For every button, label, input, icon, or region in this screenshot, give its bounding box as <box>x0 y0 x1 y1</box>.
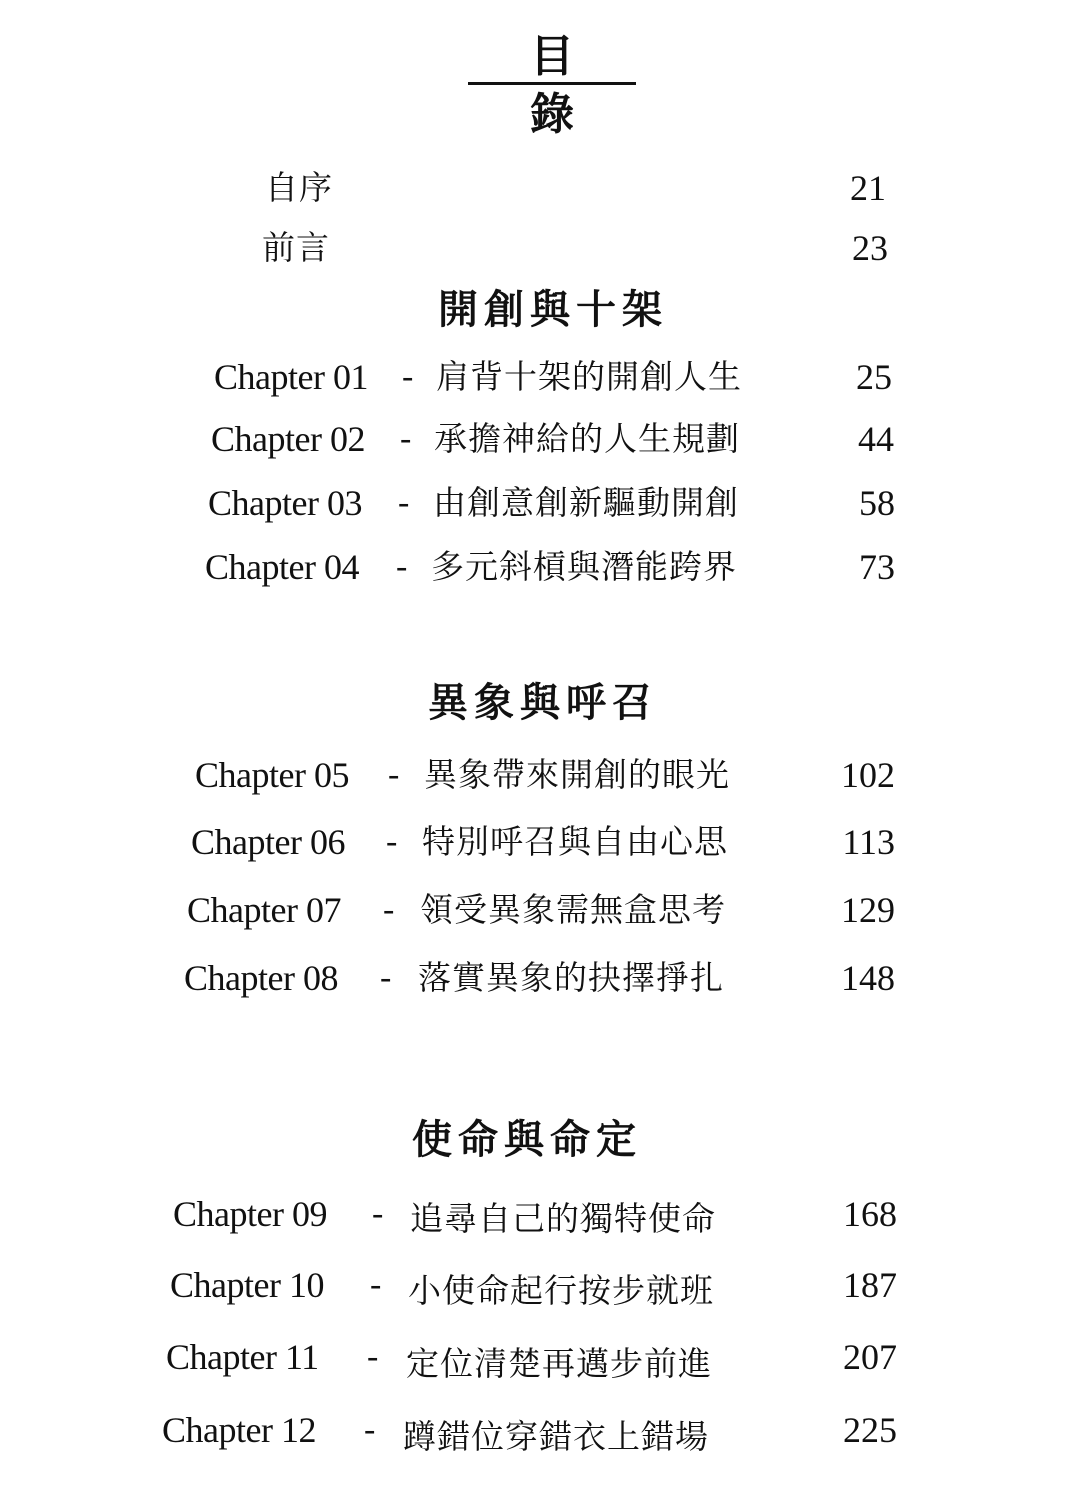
chapter-title: 小使命起行按步就班 <box>408 1271 714 1310</box>
chapter-number: Chapter 08 <box>184 958 338 998</box>
chapter-number: Chapter 11 <box>166 1337 319 1377</box>
chapter-title: 肩背十架的開創人生 <box>436 357 742 396</box>
chapter-title: 領受異象需無盒思考 <box>420 890 726 929</box>
chapter-number: Chapter 03 <box>208 483 362 523</box>
chapter-dash: - <box>400 420 412 457</box>
chapter-title: 追尋自己的獨特使命 <box>410 1199 716 1238</box>
chapter-dash: - <box>367 1338 379 1375</box>
chapter-page: 73 <box>859 547 895 587</box>
chapter-page: 58 <box>859 483 895 523</box>
chapter-title: 由創意創新驅動開創 <box>433 483 739 522</box>
section-heading: 使命與命定 <box>412 1116 642 1163</box>
chapter-page: 102 <box>841 755 895 795</box>
chapter-title: 承擔神給的人生規劃 <box>434 419 740 458</box>
chapter-title: 特別呼召與自由心思 <box>422 822 728 861</box>
chapter-number: Chapter 02 <box>211 419 365 459</box>
section-heading: 異象與呼召 <box>428 679 658 726</box>
chapter-title: 異象帶來開創的眼光 <box>424 755 730 794</box>
chapter-number: Chapter 10 <box>170 1265 324 1305</box>
toc-front-page: 21 <box>850 168 886 208</box>
chapter-dash: - <box>398 484 410 521</box>
chapter-title: 定位清楚再邁步前進 <box>406 1344 712 1383</box>
section-heading: 開創與十架 <box>438 286 668 333</box>
chapter-number: Chapter 01 <box>214 357 368 397</box>
chapter-dash: - <box>402 358 414 395</box>
chapter-number: Chapter 07 <box>187 890 341 930</box>
chapter-number: Chapter 09 <box>173 1194 327 1234</box>
chapter-dash: - <box>364 1411 376 1448</box>
chapter-number: Chapter 06 <box>191 822 345 862</box>
chapter-page: 25 <box>856 357 892 397</box>
chapter-page: 113 <box>842 822 895 862</box>
chapter-number: Chapter 05 <box>195 755 349 795</box>
chapter-dash: - <box>383 891 395 928</box>
chapter-page: 225 <box>843 1410 897 1450</box>
chapter-title: 多元斜槓與潛能跨界 <box>431 547 737 586</box>
toc-front-page: 23 <box>852 228 888 268</box>
chapter-page: 207 <box>843 1337 897 1377</box>
chapter-title: 蹲錯位穿錯衣上錯場 <box>403 1417 709 1456</box>
chapter-number: Chapter 12 <box>162 1410 316 1450</box>
chapter-dash: - <box>380 959 392 996</box>
chapter-dash: - <box>386 823 398 860</box>
chapter-page: 148 <box>841 958 895 998</box>
chapter-dash: - <box>396 548 408 585</box>
chapter-number: Chapter 04 <box>205 547 359 587</box>
toc-front-label: 前言 <box>262 228 330 267</box>
page-title: 目 錄 <box>530 31 614 140</box>
chapter-dash: - <box>388 756 400 793</box>
chapter-title: 落實異象的抉擇掙扎 <box>418 958 724 997</box>
chapter-page: 44 <box>858 419 894 459</box>
toc-front-label: 自序 <box>265 168 333 207</box>
chapter-page: 168 <box>843 1194 897 1234</box>
title-underline <box>468 82 636 85</box>
chapter-page: 187 <box>843 1265 897 1305</box>
chapter-dash: - <box>372 1195 384 1232</box>
chapter-page: 129 <box>841 890 895 930</box>
chapter-dash: - <box>370 1266 382 1303</box>
